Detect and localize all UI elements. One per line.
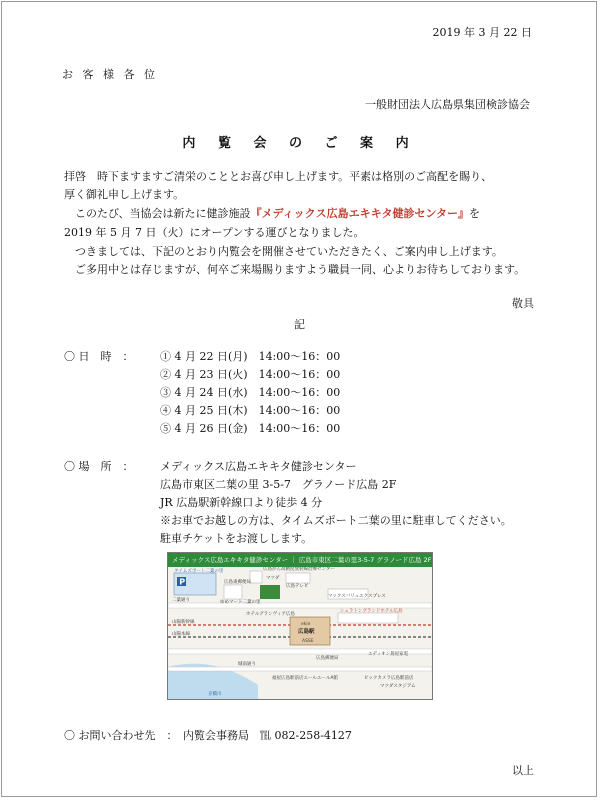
facility-block <box>260 585 280 599</box>
body-line-4: 2019 年 5 月 7 日（火）にオープンする運びとなりました。 <box>64 226 365 239</box>
label-asse: ASSE <box>302 639 314 644</box>
schedule-item: ⑤ 4 月 26 日(金) 14:00～16：00 <box>160 422 341 435</box>
closing-keigu: 敬具 <box>512 297 534 310</box>
schedule-item: ① 4 月 22 日(月) 14:00～16：00 <box>160 350 341 363</box>
ki-heading: 記 <box>294 318 305 331</box>
label-granvia: ホテルグランヴィア広島 <box>246 612 295 617</box>
access-map <box>167 552 433 700</box>
label-yume-mart: ゆめマート二葉の里 <box>220 600 261 605</box>
label-maxvalu: マックスバリュエクスプレス <box>328 594 386 599</box>
body-line-5: つきましては、下記のとおり内覧会を開催させていただきたく、ご案内申し上げます。 <box>64 245 503 258</box>
facility-name-highlight: 『メディックス広島エキキタ健診センター』 <box>250 207 470 220</box>
label-bic: ビックカメラ広島駅前店 <box>364 676 414 681</box>
location-label: 〇 場 所 ： <box>64 460 134 473</box>
parking-icon-glyph: P <box>179 577 186 587</box>
label-tv: 広島テレビ <box>286 584 309 589</box>
parking-label: タイムズポート二葉の里 <box>174 569 224 574</box>
label-fukuya: 福屋広島駅前店エールエールA館 <box>272 676 338 681</box>
location-line: JR 広島駅新幹線口より徒歩 4 分 <box>160 496 323 509</box>
document-title: 内 覧 会 の ご 案 内 <box>182 136 418 151</box>
body-line-3 <box>64 205 480 221</box>
closing-ijo: 以上 <box>512 764 534 777</box>
location-line: メディックス広島エキキタ健診センター <box>160 460 357 473</box>
document-date: 2019 年 3 月 22 日 <box>432 26 532 39</box>
organization: 一般財団法人広島県集団検診協会 <box>365 98 530 111</box>
label-higashi-post: 広島東郵便局 <box>224 580 251 585</box>
label-kyobashi: 京橋川 <box>208 692 222 697</box>
label-mazda-stadium: マツダスタジアム <box>380 684 416 689</box>
body-line-6: ご多用中とは存じますが、何卒ご来場賜りますよう職員一同、心よりお待ちしております。 <box>64 263 526 276</box>
map-drawing <box>168 567 432 699</box>
label-post-office: 広島郵便局 <box>316 656 339 661</box>
body-line-3-post: を <box>469 207 481 220</box>
label-mazda: マツダ <box>266 576 280 581</box>
recipient: お 客 様 各 位 <box>62 68 158 81</box>
label-station: 広島駅 <box>298 629 315 635</box>
body-line-1: 拝啓 時下ますますご清栄のこととお喜び申し上げます。平素は格別のご高配を賜り、 <box>64 170 493 183</box>
label-futaba-st: 二葉通り <box>172 598 190 603</box>
location-line: 駐車チケットをお渡しします。 <box>160 532 313 545</box>
body-line-2: 厚く御礼申し上げます。 <box>64 188 185 201</box>
label-jonan-st: 城南通り <box>238 662 256 667</box>
schedule-item: ③ 4 月 24 日(水) 14:00～16：00 <box>160 386 341 399</box>
map-header: メディックス広島エキキタ健診センター ｜ 広島市東区二葉の里3-5-7 グラノード広島 2F <box>168 553 432 567</box>
contact-line: 〇 お問い合わせ先 ： 内覧会事務局 ℡ 082-258-4127 <box>64 729 352 742</box>
label-gan-center: 広島がん高精度放射線治療センター <box>263 567 335 572</box>
schedule-label: 〇 日 時 ： <box>64 350 134 363</box>
label-sanyo-line: 山陽本線 <box>172 632 190 637</box>
schedule-item: ④ 4 月 25 日(木) 14:00～16：00 <box>160 404 341 417</box>
location-line: 広島市東区二葉の里 3-5-7 グラノード広島 2F <box>160 478 397 491</box>
location-line: ※お車でお越しの方は、タイムズポート二葉の里に駐車してください。 <box>160 514 512 527</box>
label-sheraton: シェラトングランドホテル広島 <box>340 609 403 614</box>
road-futaba <box>168 603 432 608</box>
label-ekie: ekie <box>301 622 311 627</box>
label-edion: エディオン蔦屋家電 <box>368 652 409 657</box>
label-shinkansen: 山陽新幹線 <box>172 620 195 625</box>
body-line-3-pre: このたび、当協会は新たに健診施設 <box>64 207 251 220</box>
schedule-item: ② 4 月 23 日(火) 14:00～16：00 <box>160 368 341 381</box>
